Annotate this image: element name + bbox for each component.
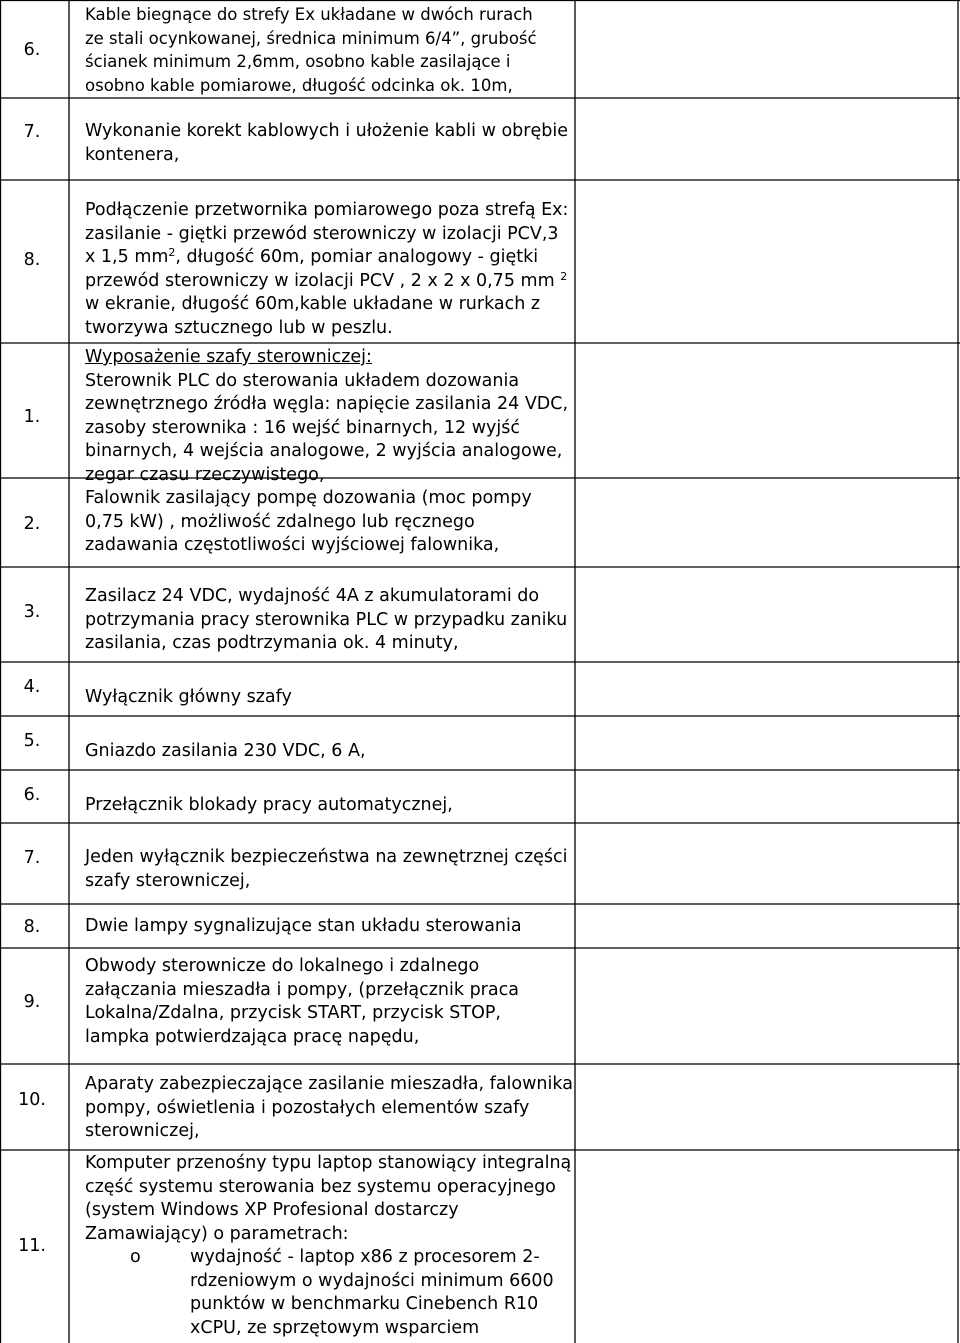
- row-number: 8.: [23, 250, 41, 270]
- text-line: zewnętrznego źródła węgla: napięcie zasilania 24 VDC,: [85, 394, 569, 414]
- text-line: x 1,5 $mm^2$, długość 60m, pomiar analogowy - giętki: [85, 246, 539, 267]
- row-number: 11.: [18, 1236, 46, 1256]
- text-line: wydajność - laptop x86 z procesorem 2-: [190, 1247, 540, 1267]
- row-number: 7.: [23, 122, 41, 142]
- sub-item-text: [190, 1246, 554, 1340]
- text-line: xCPU, ze sprzętowym wsparciem: [190, 1317, 480, 1338]
- row-number: 2.: [23, 514, 41, 534]
- text-line: Dwie lampy sygnalizujące stan układu sterowania: [85, 916, 522, 936]
- cell-text: [85, 915, 575, 939]
- text-line: przewód sterowniczy w izolacji PCV , 2 x 2 x 0,75 mm $^2$: [85, 269, 568, 291]
- cell-text: [85, 846, 575, 893]
- text-line: tworzywa sztucznego lub w peszlu.: [85, 317, 393, 338]
- text-line: Wykonanie korekt kablowych i ułożenie kabli w obrębie: [85, 121, 568, 141]
- text-line: (system Windows XP Profesional dostarczy: [85, 1200, 459, 1220]
- cell-text: [85, 346, 575, 487]
- cell-text: [85, 740, 575, 764]
- text-line: Gniazdo zasilania 230 VDC, 6 A,: [85, 741, 366, 761]
- text-line: zasilania, czas podtrzymania ok. 4 minuty,: [85, 633, 459, 653]
- text-line: lampka potwierdzająca pracę napędu,: [85, 1026, 420, 1047]
- text-line: binarnych, 4 wejścia analogowe, 2 wyjścia analogowe,: [85, 441, 563, 461]
- text-line: rdzeniowym o wydajności minimum 6600: [190, 1270, 554, 1291]
- text-line: zegar czasu rzeczywistego,: [85, 464, 325, 485]
- text-line: Aparaty zabezpieczające zasilanie mieszadła, falownika: [85, 1074, 573, 1094]
- cell-text: [85, 794, 575, 818]
- row-number: 10.: [18, 1090, 46, 1110]
- text-line: osobno kable pomiarowe, długość odcinka ok. 10m,: [85, 75, 513, 95]
- text-line: Przełącznik blokady pracy automatycznej,: [85, 795, 453, 815]
- row-number: 9.: [23, 992, 41, 1012]
- superscript: 2: [168, 246, 176, 259]
- cell-text: [85, 585, 575, 656]
- text-line: zasoby sterownika : 16 wejść binarnych, 12 wyjść: [85, 417, 520, 438]
- cell-text: [85, 1152, 575, 1246]
- cell-text: [85, 686, 575, 710]
- text-line: sterowniczej,: [85, 1121, 200, 1141]
- text-line: Obwody sterownicze do lokalnego i zdalnego: [85, 956, 480, 976]
- text-line: Lokalna/Zdalna, przycisk START, przycisk STOP,: [85, 1003, 501, 1023]
- cell-text: [85, 1073, 575, 1144]
- text-line: Kable biegnące do strefy Ex układane w dwóch rurach: [85, 5, 533, 24]
- row-number: 3.: [23, 602, 41, 622]
- text-line: potrzymania pracy sterownika PLC w przypadku zaniku: [85, 609, 568, 630]
- section-heading: Wyposażenie szafy sterowniczej:: [85, 347, 372, 367]
- text-line: Wyłącznik główny szafy: [85, 687, 292, 707]
- cell-text: [85, 487, 575, 558]
- text-line: szafy sterowniczej,: [85, 870, 251, 891]
- cell-text: [85, 120, 575, 167]
- row-number: 6.: [23, 785, 41, 805]
- text-line: pompy, oświetlenia i pozostałych elementów szafy: [85, 1097, 530, 1118]
- text-line: Komputer przenośny typu laptop stanowiący integralną: [85, 1153, 572, 1173]
- cell-text: [85, 199, 575, 340]
- row-number: 5.: [23, 731, 41, 751]
- row-number: 6.: [23, 40, 41, 60]
- text-line: Jeden wyłącznik bezpieczeństwa na zewnętrznej części: [85, 847, 568, 867]
- text-line: ze stali ocynkowanej, średnica minimum 6/4”, grubość: [85, 28, 537, 48]
- text-line: Falownik zasilający pompę dozowania (moc pompy: [85, 488, 532, 508]
- row-number: 7.: [23, 848, 41, 868]
- text-line: część systemu sterowania bez systemu operacyjnego: [85, 1176, 556, 1197]
- row-number: 8.: [23, 917, 41, 937]
- row-number: 4.: [23, 677, 41, 697]
- text-line: ścianek minimum 2,6mm, osobno kable zasilające i: [85, 52, 511, 71]
- superscript: 2: [560, 269, 568, 283]
- text-line: załączania mieszadła i pompy, (przełącznik praca: [85, 979, 519, 1000]
- bullet-marker: o: [130, 1247, 141, 1267]
- text-line: punktów w benchmarku Cinebench R10: [190, 1294, 539, 1314]
- text-line: zasilanie - giętki przewód sterowniczy w izolacji PCV,3: [85, 223, 559, 244]
- text-line: Zasilacz 24 VDC, wydajność 4A z akumulatorami do: [85, 586, 540, 606]
- text-line: zadawania częstotliwości wyjściowej falownika,: [85, 535, 500, 555]
- text-line: w ekranie, długość 60m,kable układane w rurkach z: [85, 294, 541, 314]
- cell-text: [85, 3, 575, 97]
- text-line: Zamawiający) o parametrach:: [85, 1223, 349, 1244]
- text-line: Podłączenie przetwornika pomiarowego poza strefą Ex:: [85, 200, 569, 220]
- text-line: kontenera,: [85, 144, 180, 165]
- text-line: 0,75 kW) , możliwość zdalnego lub ręcznego: [85, 511, 475, 532]
- text-line: Sterownik PLC do sterowania układem dozowania: [85, 370, 520, 391]
- row-number: 1.: [23, 407, 41, 427]
- cell-text: [85, 955, 575, 1049]
